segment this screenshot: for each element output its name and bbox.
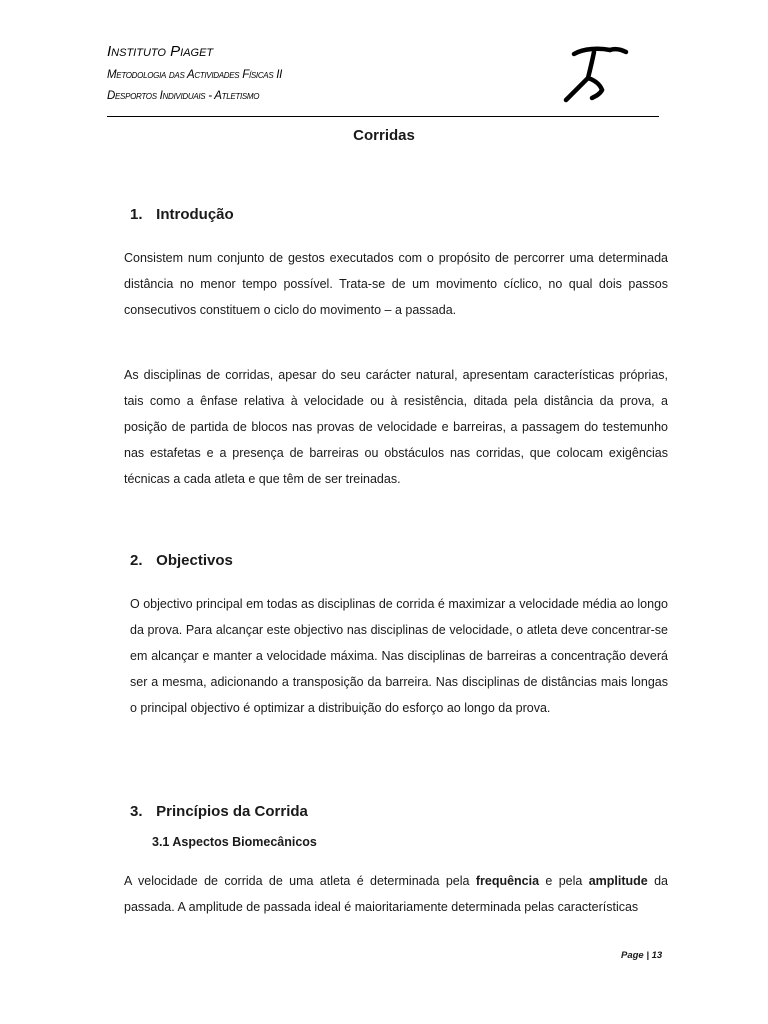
section-heading-principios — [130, 803, 308, 820]
section-number: 2. — [130, 552, 143, 569]
section-title: Princípios da Corrida — [156, 803, 308, 820]
section-number: 1. — [130, 206, 143, 223]
bold-term-amplitude: amplitude — [588, 874, 648, 888]
section-number: 3. — [130, 803, 143, 820]
section-title: Objectivos — [156, 552, 233, 569]
header-institution: Instituto Piaget — [107, 43, 214, 60]
paragraph-biomecanica — [124, 868, 668, 920]
text-run: da passada. A amplitude de passada ideal é maioritariamente determinada pelas características — [124, 874, 668, 914]
paragraph-intro-2: As disciplinas de corridas, apesar do seu carácter natural, apresentam características próprias, tais como a ênfase relativa à velocidade ou à resistência, ditada pela distância da prova, a posição de partida de blocos nas provas de velocidade e barreiras, a passagem do testemunho nas estafetas e a presença de barreiras ou obstáculos nas corridas, que colocam exigências técnicas a cada atleta e que têm de ser treinadas. — [124, 368, 668, 486]
section-heading-introducao — [130, 206, 234, 223]
subsection-heading: 3.1 Aspectos Biomecânicos — [152, 835, 317, 849]
bold-term-frequencia: frequência — [475, 874, 540, 888]
page-title: Corridas — [353, 127, 415, 144]
paragraph-objectivos: O objectivo principal em todas as disciplinas de corrida é maximizar a velocidade média ao longo da prova. Para alcançar este objectivo nas disciplinas de velocidade, o atleta deve concentrar-se em alcançar e manter a velocidade máxima. Nas disciplinas de barreiras a concentração deverá ser a mesma, adicionando a transposição da barreira. Nas disciplinas de distâncias mais longas o principal objectivo é optimizar a distribuição do esforço ao longo da prova. — [130, 597, 668, 715]
text-run: A velocidade de corrida de uma atleta é determinada pela — [124, 874, 476, 888]
header-subject: Desportos Individuais - Atletismo — [107, 90, 260, 102]
paragraph-intro-1: Consistem num conjunto de gestos executados com o propósito de percorrer uma determinada distância no menor tempo possível. Trata-se de um movimento cíclico, no qual dois passos consecutivos constituem o ciclo do movimento – a passada. — [124, 251, 668, 317]
header-divider — [107, 116, 659, 117]
section-title: Introdução — [156, 206, 234, 223]
runner-icon — [560, 44, 630, 104]
text-run: e pela — [539, 874, 589, 888]
section-heading-objectivos — [130, 552, 233, 569]
page-number: Page | 13 — [621, 950, 663, 961]
header-course: Metodologia das Actividades Físicas II — [107, 69, 283, 81]
